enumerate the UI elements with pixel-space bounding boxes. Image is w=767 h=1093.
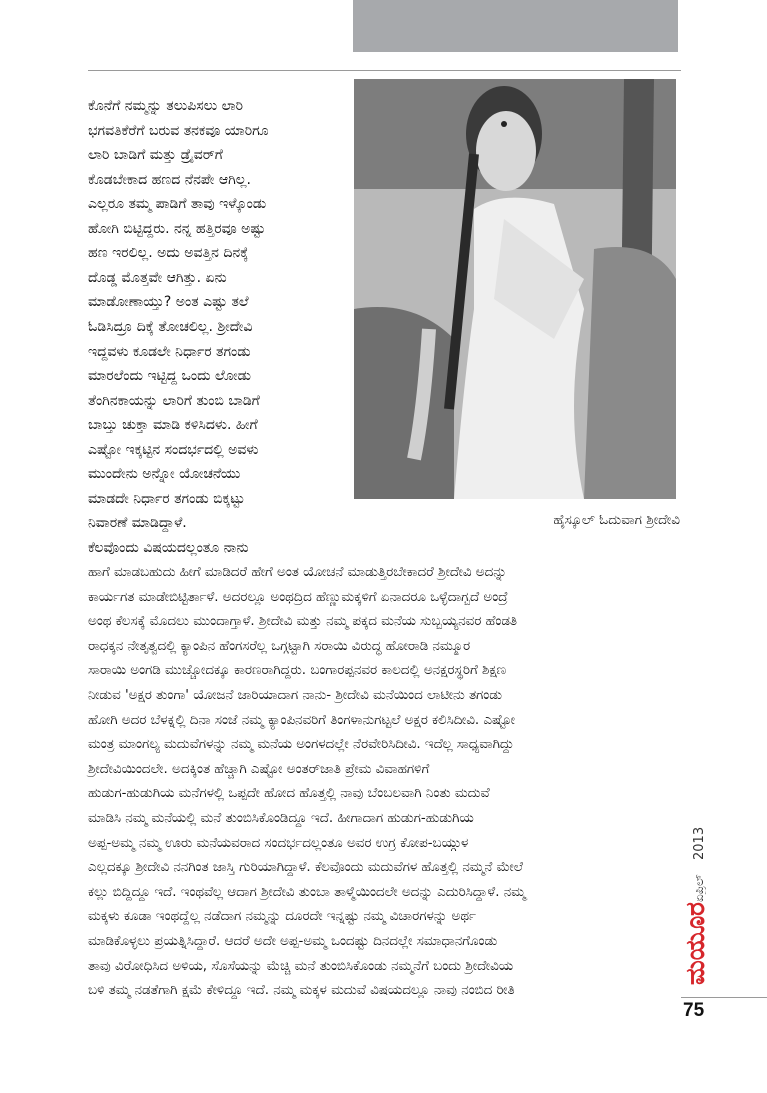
top-divider bbox=[88, 70, 681, 71]
article-line: ಮಾಡಿಕೊಳ್ಳಲು ಪ್ರಯತ್ನಿಸಿದ್ದಾರೆ. ಆದರೆ ಅದೇ ಅಪ್ಪ-ಅಮ್ಮ ಒಂದಷ್ಟು ದಿನದಲ್ಲೇ ಸಮಾಧಾನಗೊಂಡು bbox=[88, 934, 498, 949]
article-line: ಹಣ ಇರಲಿಲ್ಲ. ಅದು ಅವತ್ತಿನ ದಿನಕ್ಕೆ bbox=[88, 245, 249, 262]
article-line: ಮಾರಲೆಂದು ಇಟ್ಟಿದ್ದ ಒಂದು ಲೋಡು bbox=[88, 368, 251, 385]
article-line: ಮಾಡೋಣಾಯ್ತು? ಅಂತ ಎಷ್ಟು ತಲೆ bbox=[88, 294, 249, 311]
article-line: ಮಾಡದೇ ನಿರ್ಧಾರ ತಗಂಡು ಬಿಕ್ಕಟ್ಟು bbox=[88, 490, 245, 507]
article-line: ಕಾರ್ಯಗತ ಮಾಡೇಬಿಟ್ಟಿರ್ತಾಳೆ. ಅದರಲ್ಲೂ ಅಂಥದ್ರಿದ ಹೆಣ್ಣುಮಕ್ಕಳಿಗೆ ಏನಾದರೂ ಒಳ್ಳೆದಾಗ್ಬದೆ ಅಂದ್ರೆ bbox=[88, 589, 508, 605]
article-line: ಇದ್ದವಳು ಕೂಡಲೇ ನಿರ್ಧಾರ ತಗಂಡು bbox=[88, 343, 251, 360]
bottom-divider bbox=[681, 997, 767, 998]
article-line: ನೀಡುವ 'ಅಕ್ಷರ ತುಂಗಾ' ಯೋಜನೆ ಜಾರಿಯಾದಾಗ ನಾನು- ಶ್ರೀದೇವಿ ಮನೆಯಿಂದ ಲಾಟೀನು ತಗಂಡು bbox=[88, 688, 503, 703]
article-line: ಅಪ್ಪ-ಅಮ್ಮ ನಮ್ಮ ಊರು ಮನೆಯವರಾದ ಸಂದರ್ಭದಲ್ಲಂತೂ ಅವರ ಉಗ್ರ ಕೋಪ-ಬಯ್ಗುಳ bbox=[88, 835, 469, 851]
article-line: ಕೊನೆಗೆ ನಮ್ಮನ್ನು ತಲುಪಿಸಲು ಲಾರಿ bbox=[88, 98, 244, 114]
article-line: ಮುಂದೇನು ಅನ್ನೋ ಯೋಚನೆಯು bbox=[88, 466, 241, 483]
article-line: ಬಳಿ ತಮ್ಮ ನಡತೆಗಾಗಿ ಕ್ಷಮೆ ಕೇಳಿದ್ದೂ ಇದೆ. ನಮ್ಮ ಮಕ್ಕಳ ಮದುವೆ ವಿಷಯದಲ್ಲೂ ನಾವು ನಂಬಿದ ರೀತಿ bbox=[88, 983, 515, 999]
article-line: ನಿವಾರಣೆ ಮಾಡಿದ್ದಾಳೆ. bbox=[88, 515, 187, 532]
article-line: ಭಗವತಿಕೆರೆಗೆ ಬರುವ ತನಕವೂ ಯಾರಿಗೂ bbox=[88, 122, 269, 139]
article-line: ಮಕ್ಕಳು ಕೂಡಾ ಇಂಥದ್ದೆಲ್ಲ ನಡೆದಾಗ ನಮ್ಮನ್ನು ದೂರದೇ ಇನ್ನಷ್ಟು ನಮ್ಮ ವಿಚಾರಗಳನ್ನು ಅರ್ಥ bbox=[88, 909, 476, 925]
article-line: ಲಾರಿ ಬಾಡಿಗೆ ಮತ್ತು ಡ್ರೈವರ್‌ಗೆ bbox=[88, 147, 223, 164]
article-line: ಹೋಗಿ ಅದರ ಬೆಳಕ್ನಲ್ಲಿ ದಿನಾ ಸಂಜೆ ನಮ್ಮ ಕ್ಯಾಂಪಿನವರಿಗೆ ತಿಂಗಳಾನುಗಟ್ಟಲೆ ಅಕ್ಷರ ಕಲಿಸಿದೀವಿ. ಎಷ್ಟೋ bbox=[88, 712, 515, 728]
article-line: ಹೋಗಿ ಬಿಟ್ಟಿದ್ದರು. ನನ್ನ ಹತ್ತಿರವೂ ಅಷ್ಟು bbox=[88, 220, 266, 237]
article-line: ಹಾಗೆ ಮಾಡಬಹುದು ಹೀಗೆ ಮಾಡಿದರೆ ಹೇಗೆ ಅಂತ ಯೋಚನೆ ಮಾಡುತ್ತಿರಬೇಕಾದರೆ ಶ್ರೀದೇವಿ ಅದನ್ನು bbox=[88, 565, 507, 580]
article-line: ಎಲ್ಲರೂ ತಮ್ಮ ಪಾಡಿಗೆ ತಾವು ಇಳ್ಕೊಂಡು bbox=[88, 196, 267, 213]
article-line: ಕೆಲವೊಂದು ವಿಷಯದಲ್ಲಂತೂ ನಾನು bbox=[88, 539, 249, 556]
page-number: 75 bbox=[683, 1000, 705, 1021]
issue-year: 2013 bbox=[692, 826, 707, 860]
photo-illustration bbox=[354, 79, 676, 499]
magazine-logo: ಮಯೂರ bbox=[681, 902, 711, 985]
article-line: ಬಾಬ್ತು ಚುಕ್ತಾ ಮಾಡಿ ಕಳಿಸಿದಳು. ಹೀಗೆ bbox=[88, 417, 258, 434]
photo-caption: ಹೈಸ್ಕೂಲ್ ಓದುವಾಗ ಶ್ರೀದೇವಿ bbox=[553, 512, 680, 528]
article-line: ತಾವು ವಿರೋಧಿಸಿದ ಅಳಿಯ, ಸೊಸೆಯನ್ನು ಮೆಚ್ಚಿ ಮನೆ ತುಂಬಿಸಿಕೊಂಡು ನಮ್ಮನೆಗೆ ಬಂದು ಶ್ರೀದೇವಿಯ bbox=[88, 958, 514, 974]
article-line: ಹುಡುಗ-ಹುಡುಗಿಯ ಮನೆಗಳಲ್ಲಿ ಒಪ್ಪದೇ ಹೋದ ಹೊತ್ತಲ್ಲಿ ನಾವು ಬೆಂಬಲವಾಗಿ ನಿಂತು ಮದುವೆ bbox=[88, 786, 490, 802]
article-line: ಸಾರಾಯಿ ಅಂಗಡಿ ಮುಚ್ಚೋದಕ್ಕೂ ಕಾರಣರಾಗಿದ್ದರು. ಬಂಗಾರಪ್ಪನವರ ಕಾಲದಲ್ಲಿ ಅನಕ್ಷರಸ್ಥರಿಗೆ ಶಿಕ್ಷಣ bbox=[88, 663, 507, 679]
article-photo bbox=[354, 79, 676, 499]
article-line: ಎಷ್ಟೋ ಇಕ್ಕಟ್ಟಿನ ಸಂದರ್ಭದಲ್ಲಿ ಅವಳು bbox=[88, 441, 259, 458]
header-grey-block bbox=[353, 0, 678, 52]
article-line: ಮಂತ್ರ ಮಾಂಗಲ್ಯ ಮದುವೆಗಳನ್ನು ನಮ್ಮ ಮನೆಯ ಅಂಗಳದಲ್ಲೇ ನೆರವೇರಿಸಿದೀವಿ. ಇದೆಲ್ಲ ಸಾಧ್ಯವಾಗಿದ್ದು bbox=[88, 737, 515, 753]
article-line: ಓಡಿಸಿದ್ರೂ ದಿಕ್ಕೆ ತೋಚಲಿಲ್ಲ. ಶ್ರೀದೇವಿ bbox=[88, 318, 253, 335]
article-line: ಕಲ್ಲು ಬಿದ್ದಿದ್ದೂ ಇದೆ. ಇಂಥವೆಲ್ಲ ಆದಾಗ ಶ್ರೀದೇವಿ ತುಂಬಾ ತಾಳ್ಮೆಯಿಂದಲೇ ಅದನ್ನು ಎದುರಿಸಿದ್ದಾಳೆ. ನಮ್ಮ bbox=[88, 884, 526, 900]
article-line: ದೊಡ್ಡ ಮೊತ್ತವೇ ಆಗಿತ್ತು. ಏನು bbox=[88, 269, 227, 286]
issue-month: ಏಪ್ರಿಲ್ bbox=[692, 874, 706, 902]
article-line: ಎಲ್ಲದಕ್ಕೂ ಶ್ರೀದೇವಿ ನನಗಿಂತ ಜಾಸ್ತಿ ಗುರಿಯಾಗಿದ್ದಾಳೆ. ಕೆಲವೊಂದು ಮದುವೆಗಳ ಹೊತ್ತಲ್ಲಿ ನಮ್ಮನೆ ಮೇಲೆ bbox=[88, 860, 523, 876]
article-line: ತೆಂಗಿನಕಾಯನ್ನು ಲಾರಿಗೆ ತುಂಬಿ ಬಾಡಿಗೆ bbox=[88, 392, 260, 409]
article-line: ಕೊಡಬೇಕಾದ ಹಣದ ನೆನಪೇ ಆಗಿಲ್ಲ. bbox=[88, 171, 251, 188]
article-line: ಶ್ರೀದೇವಿಯಿಂದಲೇ. ಅದಕ್ಕಿಂತ ಹೆಚ್ಚಾಗಿ ಎಷ್ಟೋ ಅಂತರ್‌ಜಾತಿ ಪ್ರೇಮ ವಿವಾಹಗಳಿಗೆ bbox=[88, 761, 430, 777]
article-line: ಮಾಡಿಸಿ ನಮ್ಮ ಮನೆಯಲ್ಲಿ ಮನೆ ತುಂಬಿಸಿಕೊಂಡಿದ್ದೂ ಇದೆ. ಹೀಗಾದಾಗ ಹುಡುಗ-ಹುಡುಗಿಯ bbox=[88, 811, 474, 826]
article-line: ಅಂಥ ಕೆಲಸಕ್ಕೆ ಮೊದಲು ಮುಂದಾಗ್ತಾಳೆ. ಶ್ರೀದೇವಿ ಮತ್ತು ನಮ್ಮ ಪಕ್ಕದ ಮನೆಯ ಸುಬ್ಬಯ್ಯನವರ ಹೆಂಡತಿ bbox=[88, 614, 517, 630]
article-line: ರಾಧಕ್ಕನ ನೇತೃತ್ವದಲ್ಲಿ ಕ್ಯಾಂಪಿನ ಹೆಂಗಸರೆಲ್ಲ ಒಗ್ಗಟ್ಟಾಗಿ ಸರಾಯಿ ವಿರುದ್ಧ ಹೋರಾಡಿ ನಮ್ಮೂರ bbox=[88, 638, 471, 654]
